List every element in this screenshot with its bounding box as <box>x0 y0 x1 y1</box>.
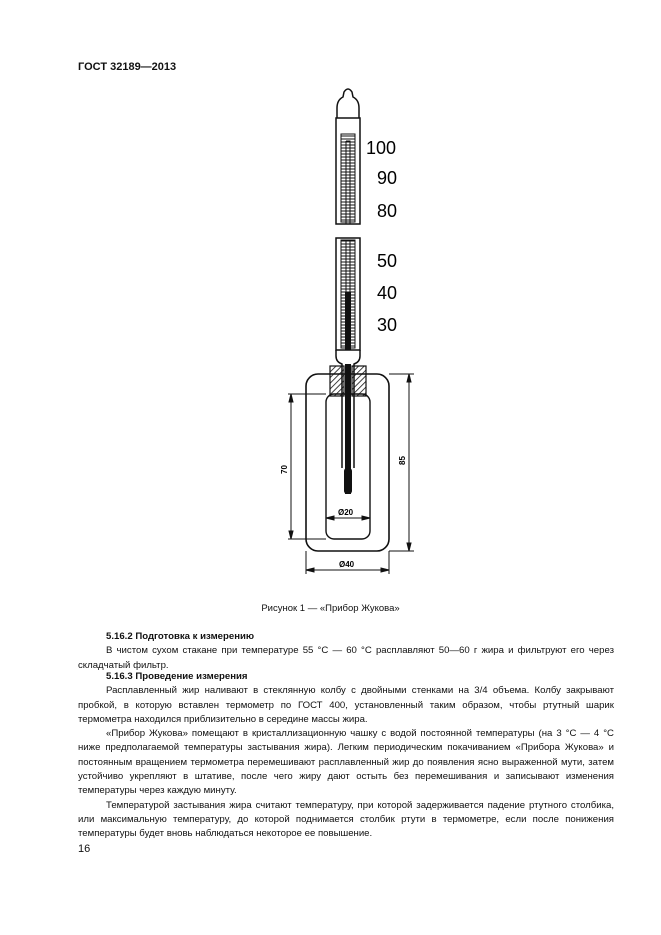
scale-40: 40 <box>377 283 398 303</box>
scale-50: 50 <box>377 251 398 271</box>
paragraph: Расплавленный жир наливают в стеклянную колбу с двойными стенками на 3/4 объема. Колбу закрывают пробкой, в которую вставлен термометр по ГОСТ 400, установленный таким образом, чтобы ртутный шарик термометра находился приблизительно в середине массы жира. <box>78 685 614 725</box>
dim-height-85: 85 <box>398 456 407 465</box>
section-heading: 5.16.3 Проведение измерения <box>106 671 248 682</box>
mercury-bulb <box>344 468 352 494</box>
scale-80: 80 <box>377 201 398 221</box>
paragraph: Температурой застывания жира считают температуру, при которой задерживается падение ртутного столбика, или максимальную температуру, до которой поднимается столбик ртути в термометре, если после понижения температуры будет вновь наблюдаться некоторое ее повышение. <box>78 799 614 840</box>
section-heading: 5.16.2 Подготовка к измерению <box>106 631 255 642</box>
dim-height-70: 70 <box>280 465 289 474</box>
dim-diameter-20: Ø20 <box>338 508 354 517</box>
thermometer <box>336 89 360 494</box>
scale-labels <box>366 138 397 335</box>
page-number: 16 <box>78 843 91 855</box>
scale-90: 90 <box>377 168 398 188</box>
figure-caption: Рисунок 1 — «Прибор Жукова» <box>261 603 400 614</box>
dim-diameter-40: Ø40 <box>339 560 355 569</box>
section-5-16-3 <box>78 670 614 842</box>
scale-30: 30 <box>377 315 398 335</box>
scale-ticks-upper <box>341 134 355 222</box>
thermometer-top-cap <box>337 89 359 118</box>
mercury-column <box>345 292 351 350</box>
paragraph: «Прибор Жукова» помещают в кристаллизационную чашку с водой постоянной температуры (на 3 °С — 4 °С ниже предполагаемой температуры застывания жира). Легким периодическим покачиванием «Прибора Жукова» и постоянным вращением термометра перемешивают расплавленный жир до появления ясно выраженной мути, затем устойчиво укрепляют в штативе, после чего жиру дают остыть без перемешивания и записывают изменения температуры через каждую минуту. <box>78 728 614 797</box>
scale-100: 100 <box>366 138 397 158</box>
section-5-16-2 <box>78 630 614 673</box>
stopper-left <box>330 366 344 396</box>
document-header: ГОСТ 32189—2013 <box>78 61 177 73</box>
paragraph: В чистом сухом стакане при температуре 55 °С — 60 °С расплавляют 50—60 г жира и фильтруют его через складчатый фильтр. <box>78 645 614 671</box>
stopper-right <box>352 366 366 396</box>
